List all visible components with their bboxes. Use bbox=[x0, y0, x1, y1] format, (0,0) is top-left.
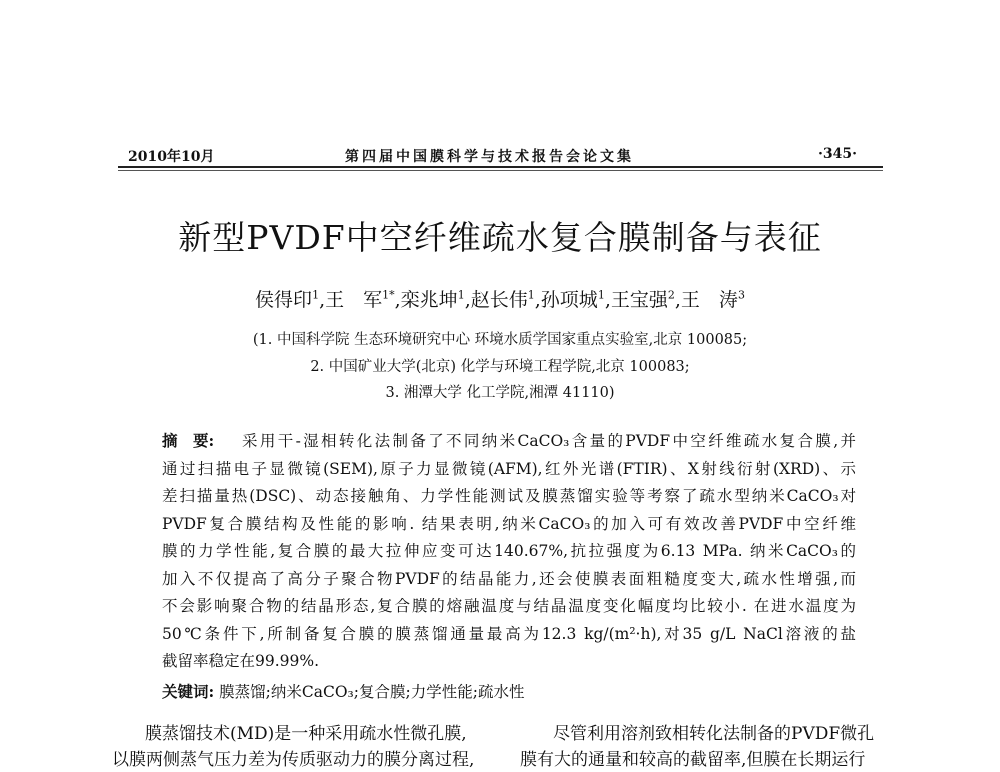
author-affiliation-mark: 3 bbox=[737, 288, 745, 302]
affiliation-3: 3. 湘潭大学 化工学院,湘潭 41110) bbox=[385, 385, 615, 401]
author-name: 王宝强 bbox=[610, 289, 668, 311]
abstract-line: 差扫描量热(DSC)、动态接触角、力学性能测试及膜蒸馏实验等考察了疏水型纳米CaCO₃对 bbox=[162, 487, 856, 505]
author-affiliation-mark: 2 bbox=[667, 288, 675, 302]
abstract-line: 截留率稳定在99.99%. bbox=[162, 652, 320, 670]
author-affiliation-mark: 1 bbox=[597, 288, 605, 302]
body-left-line-1: 膜蒸馏技术(MD)是一种采用疏水性微孔膜, bbox=[145, 724, 467, 744]
author-separator: , bbox=[674, 289, 681, 311]
abstract-line: 膜的力学性能,复合膜的最大拉伸应变可达140.67%,抗拉强度为6.13 MPa. 纳米CaCO₃的 bbox=[162, 542, 856, 560]
author-separator: , bbox=[534, 289, 541, 311]
affiliation-1: (1. 中国科学院 生态环境研究中心 环境水质学国家重点实验室,北京 100085; bbox=[252, 332, 748, 348]
paper-title: 新型PVDF中空纤维疏水复合膜制备与表征 bbox=[178, 218, 822, 257]
author-affiliation-mark: 1 bbox=[457, 288, 465, 302]
author-name: 王 军 bbox=[325, 289, 383, 311]
body-left-line-2: 以膜两侧蒸气压力差为传质驱动力的膜分离过程, bbox=[112, 750, 475, 770]
abstract-line: 通过扫描电子显微镜(SEM),原子力显微镜(AFM),红外光谱(FTIR)、X射线衍射(XRD)、示 bbox=[162, 459, 856, 478]
author-name: 赵长伟 bbox=[470, 289, 528, 311]
author-affiliation-mark: 1* bbox=[382, 288, 395, 302]
body-right-line-2: 膜有大的通量和较高的截留率,但膜在长期运行 bbox=[520, 750, 866, 770]
abstract-line: 50℃条件下,所制备复合膜的膜蒸馏通量最高为12.3 kg/(m²·h),对35 g/L NaCl溶液的盐 bbox=[162, 624, 856, 643]
keywords-label: 关键词: bbox=[162, 682, 215, 701]
abstract-label: 摘 要: bbox=[162, 431, 215, 450]
author-separator: , bbox=[394, 289, 401, 311]
header-rule bbox=[118, 166, 883, 168]
author-name: 孙项城 bbox=[540, 289, 598, 311]
header-rule-thin bbox=[118, 170, 883, 171]
keywords-text: 膜蒸馏;纳米CaCO₃;复合膜;力学性能;疏水性 bbox=[219, 683, 525, 701]
abstract-line: 加入不仅提高了高分子聚合物PVDF的结晶能力,还会使膜表面粗糙度变大,疏水性增强,而 bbox=[162, 569, 856, 588]
author-separator: , bbox=[319, 289, 326, 311]
affiliation-2: 2. 中国矿业大学(北京) 化学与环境工程学院,北京 100083; bbox=[310, 359, 690, 375]
keywords bbox=[162, 680, 524, 704]
abstract-line: 采用干-湿相转化法制备了不同纳米CaCO₃含量的PVDF中空纤维疏水复合膜,并 bbox=[242, 432, 856, 450]
author-name: 侯得印 bbox=[255, 289, 313, 311]
author-affiliation-mark: 1 bbox=[527, 288, 535, 302]
author-list bbox=[0, 287, 1000, 313]
author-separator: , bbox=[604, 289, 611, 311]
header-page-number: ·345· bbox=[818, 146, 857, 162]
abstract-line: 不会影响聚合物的结晶形态,复合膜的熔融温度与结晶温度变化幅度均比较小. 在进水温度为 bbox=[162, 597, 856, 615]
author-name: 栾兆坤 bbox=[400, 289, 458, 311]
author-affiliation-mark: 1 bbox=[312, 288, 320, 302]
author-separator: , bbox=[464, 289, 471, 311]
header-journal: 第四届中国膜科学与技术报告会论文集 bbox=[345, 149, 634, 165]
header-date: 2010年10月 bbox=[128, 149, 215, 165]
abstract-line: PVDF复合膜结构及性能的影响. 结果表明,纳米CaCO₃的加入可有效改善PVDF中空纤维 bbox=[162, 514, 856, 533]
body-right-line-1: 尽管利用溶剂致相转化法制备的PVDF微孔 bbox=[553, 724, 875, 744]
author-name: 王 涛 bbox=[680, 289, 738, 311]
